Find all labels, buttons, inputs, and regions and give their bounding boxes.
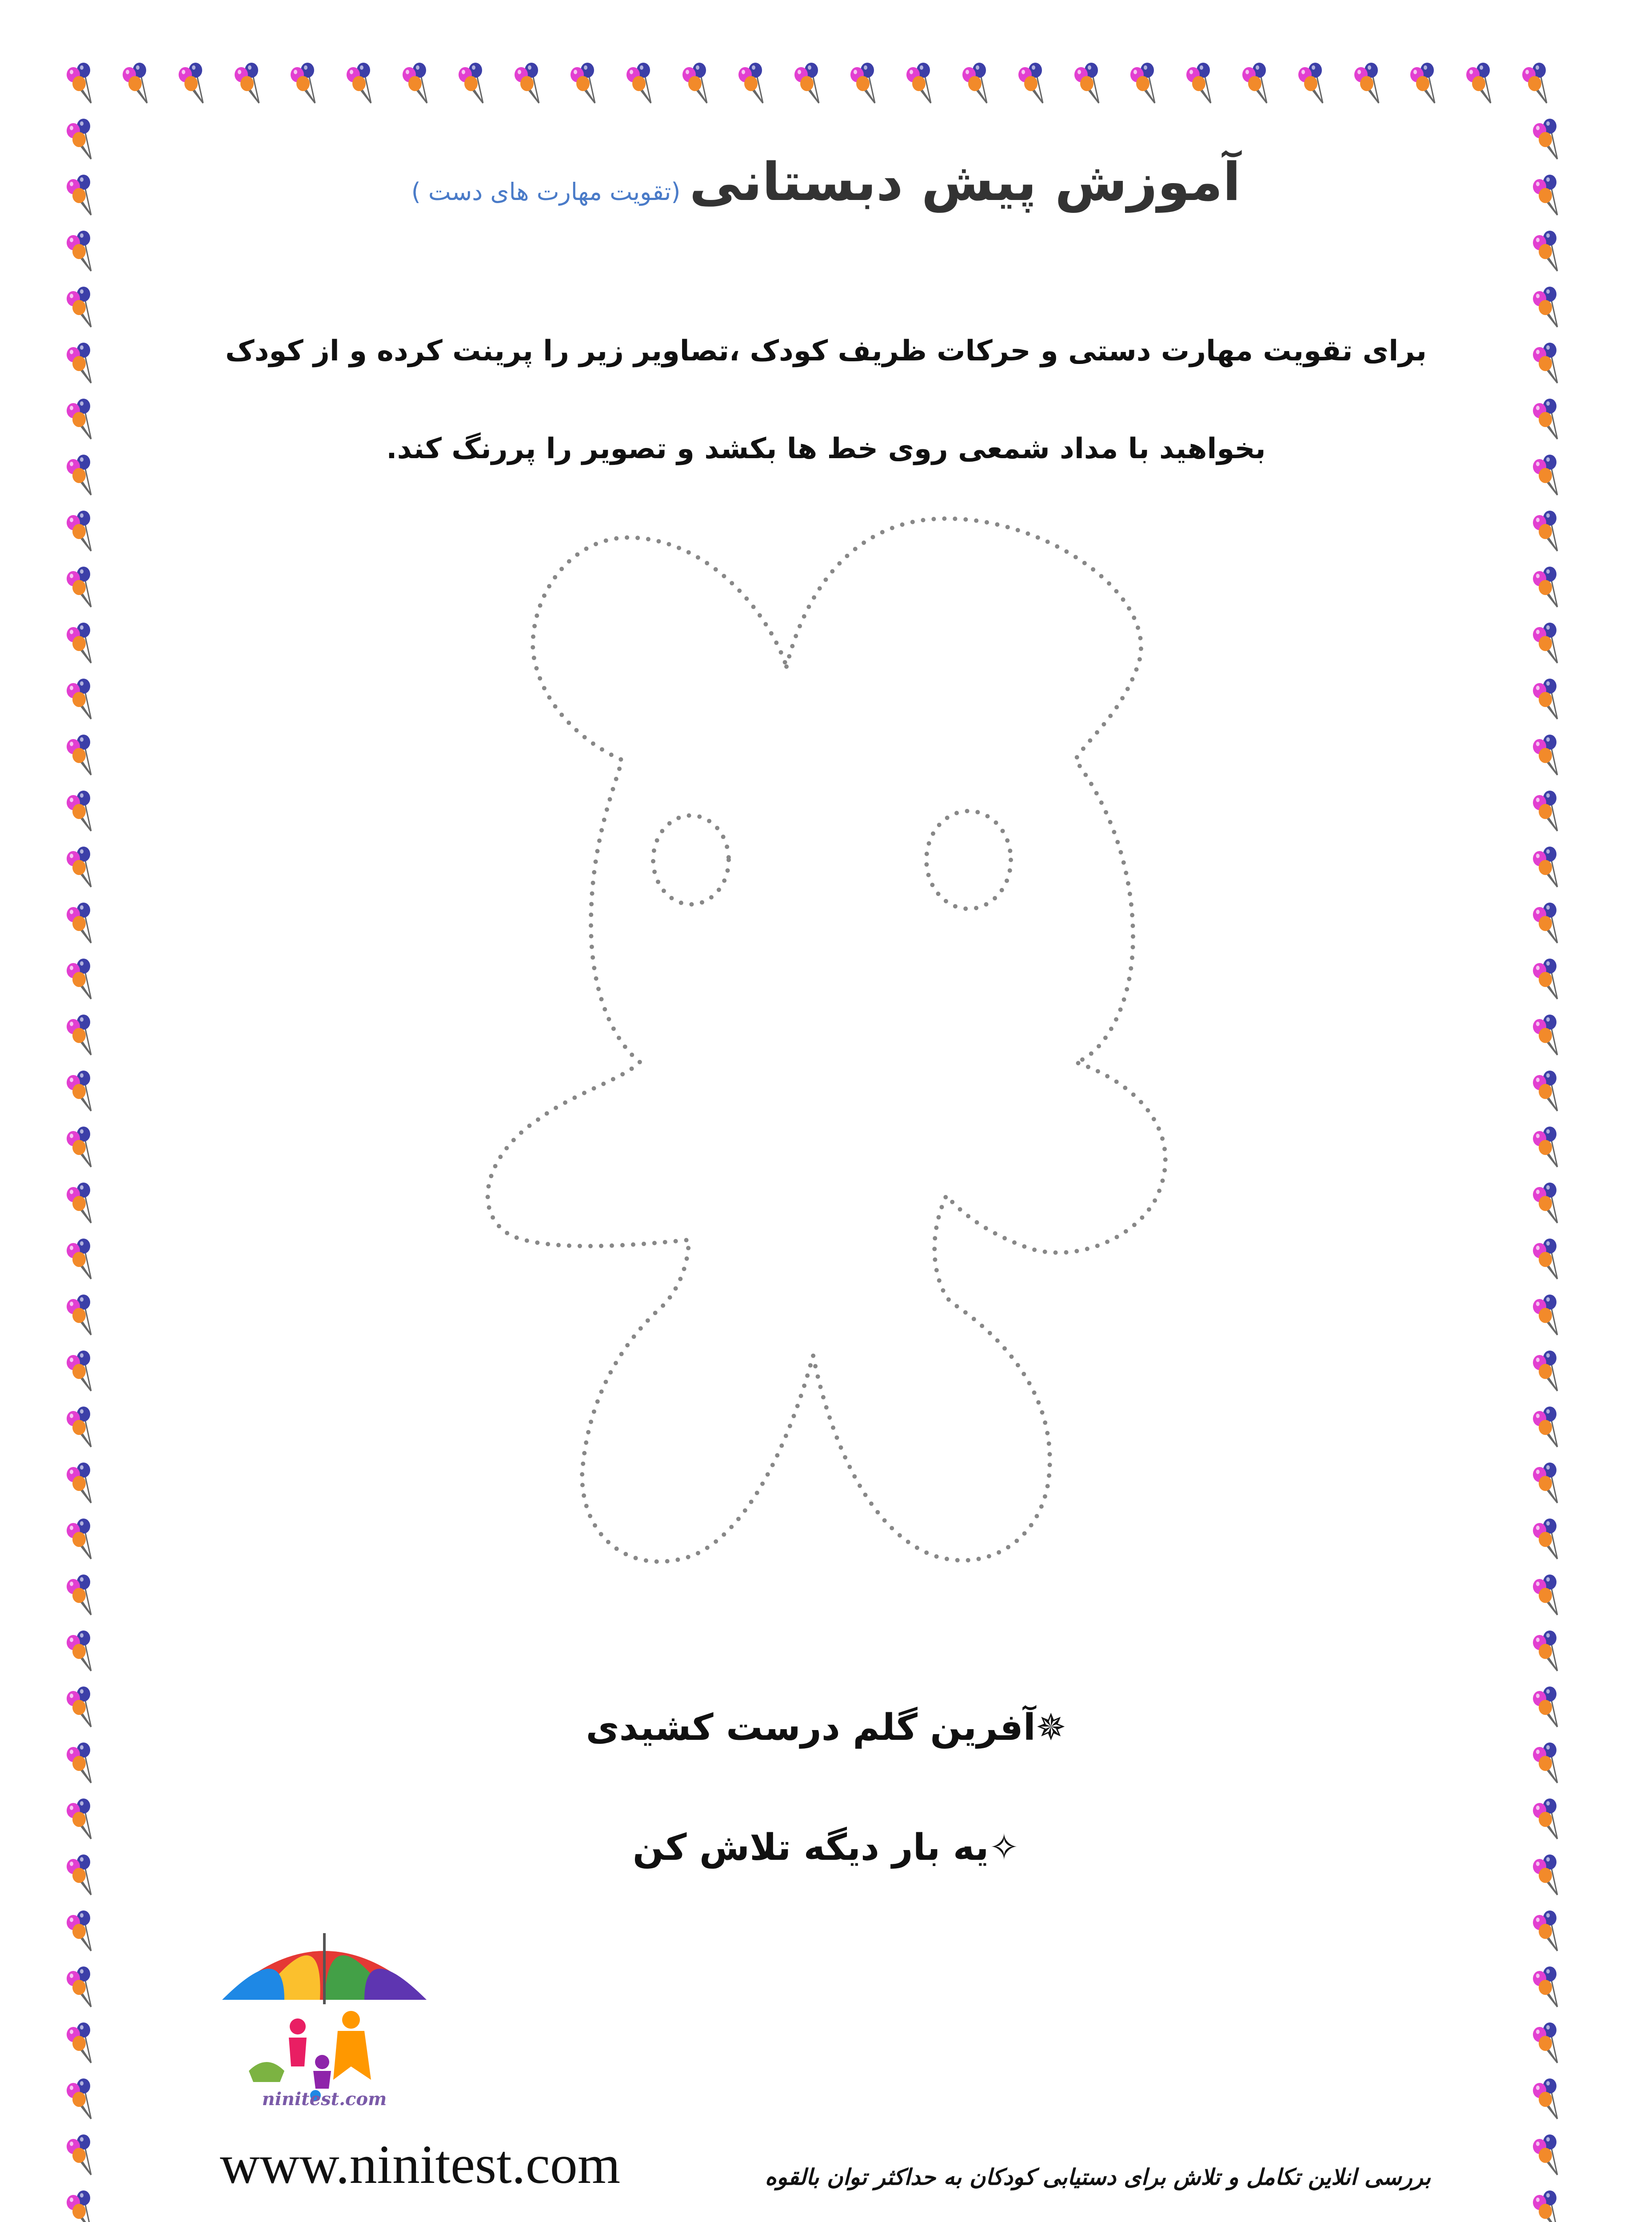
instructions-line-2: بخواهید با مداد شمعی روی خط ها بکشد و تصویر را پررنگ کند. [386,432,1266,465]
feedback-good: ✵آفرین گلم درست کشیدی [586,1706,1066,1749]
tracing-eye-left [653,815,729,904]
instructions-line-1: برای تقویت مهارت دستی و حرکات ظریف کودک ،تصاویر زیر را پرینت کرده و از کودک [225,335,1427,368]
page-subtitle: (تقویت مهارت های دست ) [411,178,681,206]
page-title: آموزش پیش دبستانی [689,151,1241,212]
tracing-outline [488,519,1165,1562]
footer-tagline: بررسی انلاین تکامل و تلاش برای دستیابی کودکان به حداکثر توان بالقوه [765,2164,1431,2190]
logo-text: ninitest.com [262,2089,387,2110]
feedback-retry: ✧یه بار دیگه تلاش کن [632,1826,1020,1869]
tracing-eye-right [926,811,1011,909]
footer-url[interactable]: www.ninitest.com [220,2134,621,2195]
